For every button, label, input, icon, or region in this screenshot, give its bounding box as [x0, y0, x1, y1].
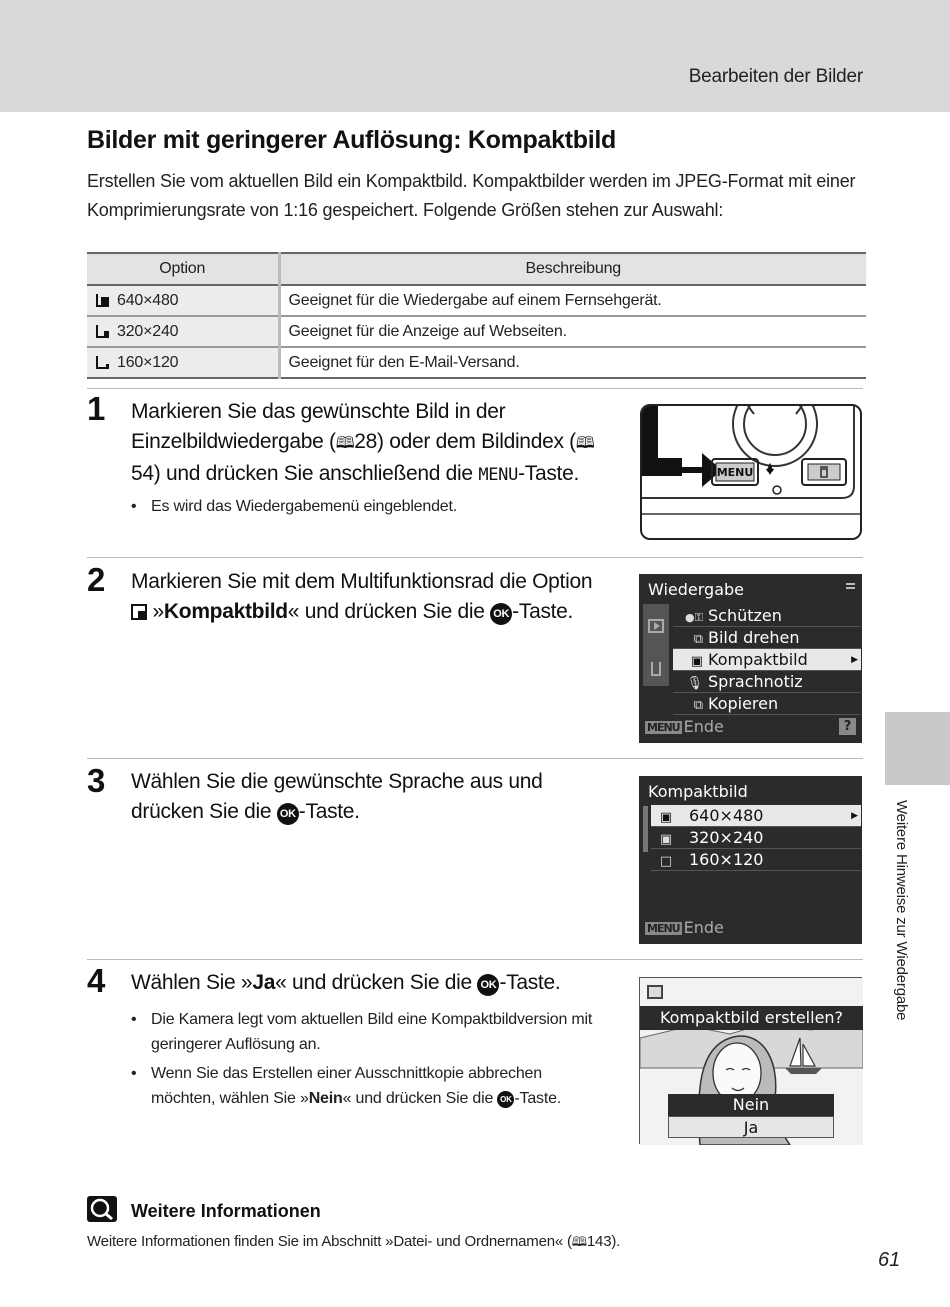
book-ref-icon: 🕮: [335, 435, 355, 452]
size-option[interactable]: □ 160×120: [651, 849, 861, 871]
size-640-icon: [95, 292, 111, 308]
info-text: Weitere Informationen finden Sie im Abschnitt »Datei- und Ordnernamen« (🕮143).: [87, 1233, 621, 1250]
confirm-question: Kompaktbild erstellen?: [640, 1006, 863, 1030]
size-320-icon: ▣: [659, 832, 673, 847]
table-row: [87, 316, 866, 347]
voice-memo-icon: 🎙: [686, 676, 703, 691]
table-row: [87, 285, 866, 316]
step-4-text: Wählen Sie »Ja« und drücken Sie die OK -Taste.: [131, 971, 561, 994]
section-title: Bearbeiten der Bilder: [688, 66, 863, 87]
option-description: Geeignet für die Wiedergabe auf einem Fernsehgerät.: [279, 285, 866, 316]
camera-back-drawing: [642, 406, 862, 540]
menu-tag-icon: MENU: [647, 721, 680, 734]
table-header-option: Option: [87, 253, 279, 285]
menu-key: MENU: [478, 465, 519, 485]
small-picture-icon: [647, 985, 663, 999]
screen-title: Wiedergabe: [648, 580, 745, 599]
confirm-screen: [639, 977, 862, 1144]
scrollbar[interactable]: [643, 806, 648, 852]
option-description: Geeignet für den E-Mail-Versand.: [279, 347, 866, 378]
menu-item[interactable]: ⧉ Kopieren: [673, 693, 861, 715]
option-label: 320×240: [117, 322, 179, 340]
page-number: 61: [878, 1249, 901, 1271]
size-160-icon: [95, 354, 111, 370]
intro-paragraph: Erstellen Sie vom aktuellen Bild ein Kompaktbild. Kompaktbilder werden im JPEG-Format mit einer Komprimierungsrate von 1:16 gespeichert. Folgende Größen stehen zur Auswahl:: [87, 171, 856, 220]
help-icon: ?: [839, 718, 856, 735]
bullet-item: • Wenn Sie das Erstellen einer Ausschnittkopie abbrechen möchten, wählen Sie »Nein« und drücken Sie die OK -Taste.: [131, 1061, 601, 1111]
menu-tag-icon: MENU: [647, 922, 680, 935]
size-option[interactable]: ▣ 320×240: [651, 827, 861, 849]
step-number: 3: [87, 762, 106, 799]
step-number: 4: [87, 962, 106, 999]
side-tab-marker: [885, 712, 950, 785]
ok-button-icon: OK: [497, 1091, 514, 1108]
menu-item[interactable]: 🎙 Sprachnotiz: [673, 671, 861, 693]
step-4-bullets: [131, 1007, 601, 1115]
copy-icon: ⧉: [693, 698, 703, 713]
size-option-selected[interactable]: ▣ 640×480 ▶: [651, 805, 861, 827]
size-160-icon: □: [659, 854, 673, 869]
bullet-item: • Es wird das Wiedergabemenü eingeblendet.: [131, 494, 601, 519]
table-row: [87, 347, 866, 378]
menu-footer: MENU Ende: [647, 918, 724, 937]
book-ref-icon: 🕮: [571, 1234, 587, 1249]
page-title: Bilder mit geringerer Auflösung: Kompaktbild: [87, 126, 616, 154]
scroll-indicator-icon: [846, 583, 855, 589]
divider: [87, 557, 863, 558]
divider: [87, 959, 863, 960]
camera-menu-key: MENU: [716, 466, 754, 479]
size-selection-screen: [639, 776, 862, 944]
step-2-text: Markieren Sie mit dem Multifunktionsrad die Option »Kompaktbild« und drücken Sie die OK -Taste.: [131, 570, 593, 623]
option-yes-selected[interactable]: Ja: [668, 1116, 834, 1138]
playback-menu-screen: [639, 574, 862, 743]
size-640-icon: ▣: [659, 810, 673, 825]
protect-icon: ●⚿: [685, 611, 703, 624]
info-title: Weitere Informationen: [131, 1201, 321, 1221]
table-header-description: Beschreibung: [279, 253, 866, 285]
step-number: 1: [87, 390, 106, 427]
menu-item[interactable]: ●⚿ Schützen: [673, 605, 861, 627]
submenu-arrow-icon: ▶: [851, 655, 858, 665]
ok-button-icon: OK: [490, 603, 512, 625]
size-320-icon: [95, 323, 111, 339]
info-note-icon: [87, 1196, 117, 1222]
playback-tab-icon: [648, 619, 664, 633]
divider: [87, 388, 863, 389]
bullet-item: • Die Kamera legt vom aktuellen Bild eine Kompaktbildversion mit geringerer Auflösung an.: [131, 1007, 601, 1057]
option-description: Geeignet für die Anzeige auf Webseiten.: [279, 316, 866, 347]
option-no[interactable]: Nein: [668, 1094, 834, 1116]
side-tab-label: Weitere Hinweise zur Wiedergabe: [893, 800, 910, 1021]
submenu-arrow-icon: ▶: [851, 811, 858, 821]
options-table: [87, 252, 866, 379]
rotate-icon: ⧉: [693, 632, 703, 647]
option-label: 640×480: [117, 291, 179, 309]
menu-item[interactable]: ⧉ Bild drehen: [673, 627, 861, 649]
step-number: 2: [87, 561, 106, 598]
setup-tab-icon: [651, 662, 661, 676]
step-1-text: Markieren Sie das gewünschte Bild in der Einzelbildwiedergabe (🕮28) oder dem Bildindex (🕮54) und drücken Sie anschließend die MENU-Taste.: [131, 400, 595, 485]
menu-footer: MENU Ende: [647, 717, 724, 736]
small-picture-icon: [131, 604, 147, 620]
menu-item-selected[interactable]: ▣ Kompaktbild ▶: [673, 649, 861, 671]
ok-button-icon: OK: [477, 974, 499, 996]
small-picture-icon: ▣: [690, 654, 703, 669]
step-3-text: Wählen Sie die gewünschte Sprache aus und drücken Sie die OK -Taste.: [131, 770, 543, 823]
divider: [87, 758, 863, 759]
book-ref-icon: 🕮: [575, 435, 595, 452]
option-label: 160×120: [117, 353, 179, 371]
camera-illustration: [640, 404, 862, 540]
ok-button-icon: OK: [277, 803, 299, 825]
screen-title: Kompaktbild: [648, 782, 748, 801]
step-1-bullets: [131, 494, 601, 523]
header-band: [0, 0, 950, 112]
